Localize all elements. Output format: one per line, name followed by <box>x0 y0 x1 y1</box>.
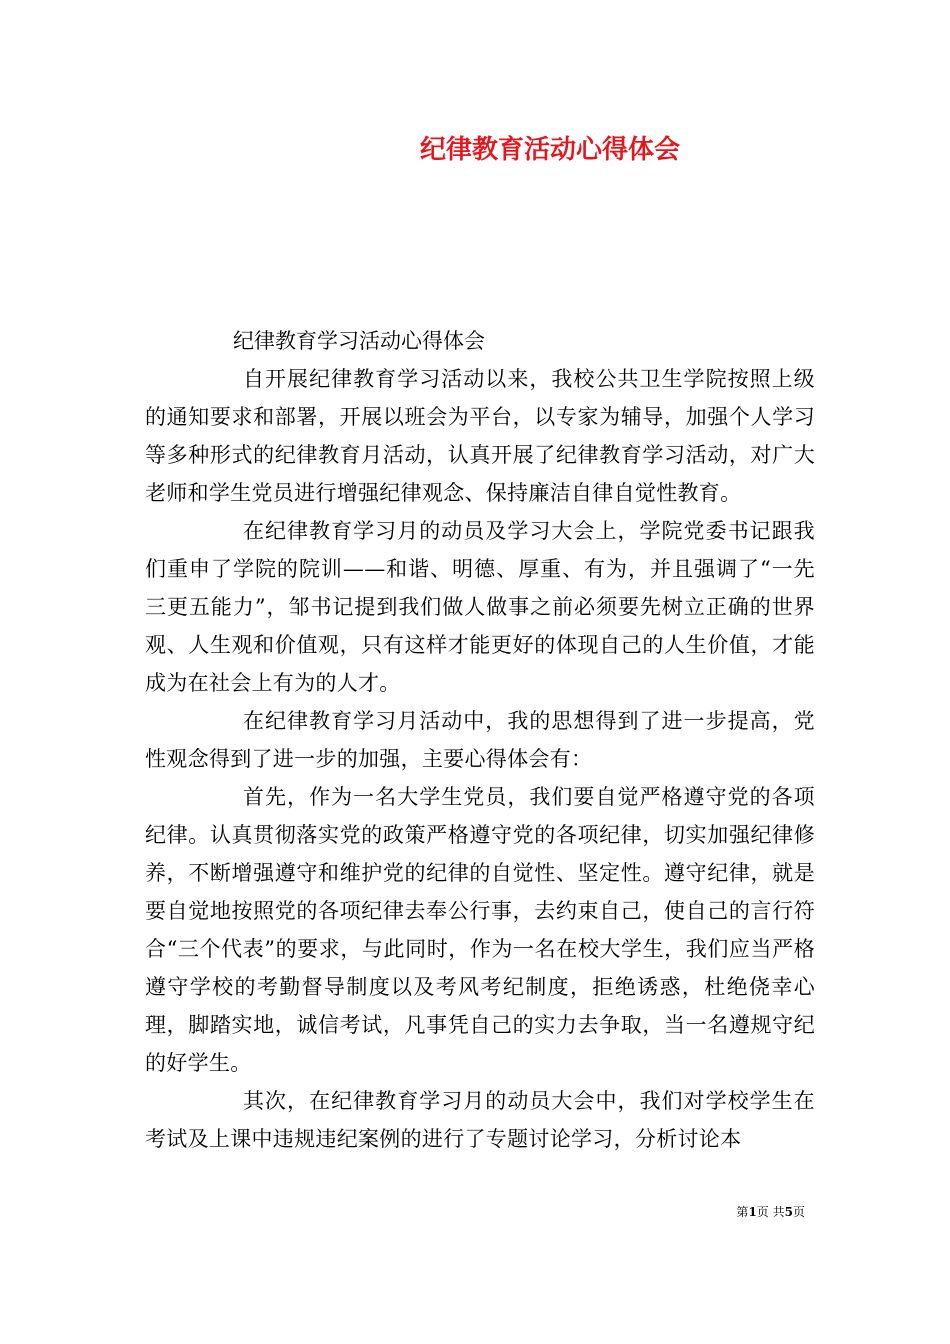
footer-prefix: 第 <box>736 1205 749 1219</box>
document-subtitle: 纪律教育学习活动心得体会 <box>233 329 485 353</box>
footer-total-pages: 5 <box>784 1205 793 1219</box>
page-footer <box>736 1203 805 1221</box>
paragraph-5: 其次，在纪律教育学习月的动员大会中，我们对学校学生在考试及上课中违规违纪案例的进行了专题讨论学习，分析讨论本 <box>145 1089 815 1151</box>
paragraph-3: 在纪律教育学习月活动中，我的思想得到了进一步提高，党性观念得到了进一步的加强，主要心得体会有： <box>145 709 815 771</box>
paragraph-2: 在纪律教育学习月的动员及学习大会上，学院党委书记跟我们重申了学院的院训——和谐、明德、厚重、有为，并且强调了“一先三更五能力”，邹书记提到我们做人做事之前必须要先树立正确的世界观、人生观和价值观，只有这样才能更好的体现自己的人生价值，才能成为在社会上有为的人才。 <box>145 519 815 695</box>
footer-suffix: 页 <box>792 1205 805 1219</box>
paragraph-4: 首先，作为一名大学生党员，我们要自觉严格遵守党的各项纪律。认真贯彻落实党的政策严格遵守党的各项纪律，切实加强纪律修养，不断增强遵守和维护党的纪律的自觉性、坚定性。遵守纪律，就是要自觉地按照党的各项纪律去奉公行事，去约束自己，使自己的言行符合“三个代表”的要求，与此同时，作为一名在校大学生，我们应当严格遵守学校的考勤督导制度以及考风考纪制度，拒绝诱惑，杜绝侥幸心理，脚踏实地，诚信考试，凡事凭自己的实力去争取，当一名遵规守纪的好学生。 <box>145 785 815 1075</box>
paragraph-1: 自开展纪律教育学习活动以来，我校公共卫生学院按照上级的通知要求和部署，开展以班会为平台，以专家为辅导，加强个人学习等多种形式的纪律教育月活动，认真开展了纪律教育学习活动，对广大老师和学生党员进行增强纪律观念、保持廉洁自律自觉性教育。 <box>145 367 815 505</box>
footer-current-page: 1 <box>748 1205 757 1219</box>
footer-middle: 页 共 <box>756 1205 785 1219</box>
page-title: 纪律教育活动心得体会 <box>419 135 680 165</box>
document-body <box>145 360 815 1158</box>
